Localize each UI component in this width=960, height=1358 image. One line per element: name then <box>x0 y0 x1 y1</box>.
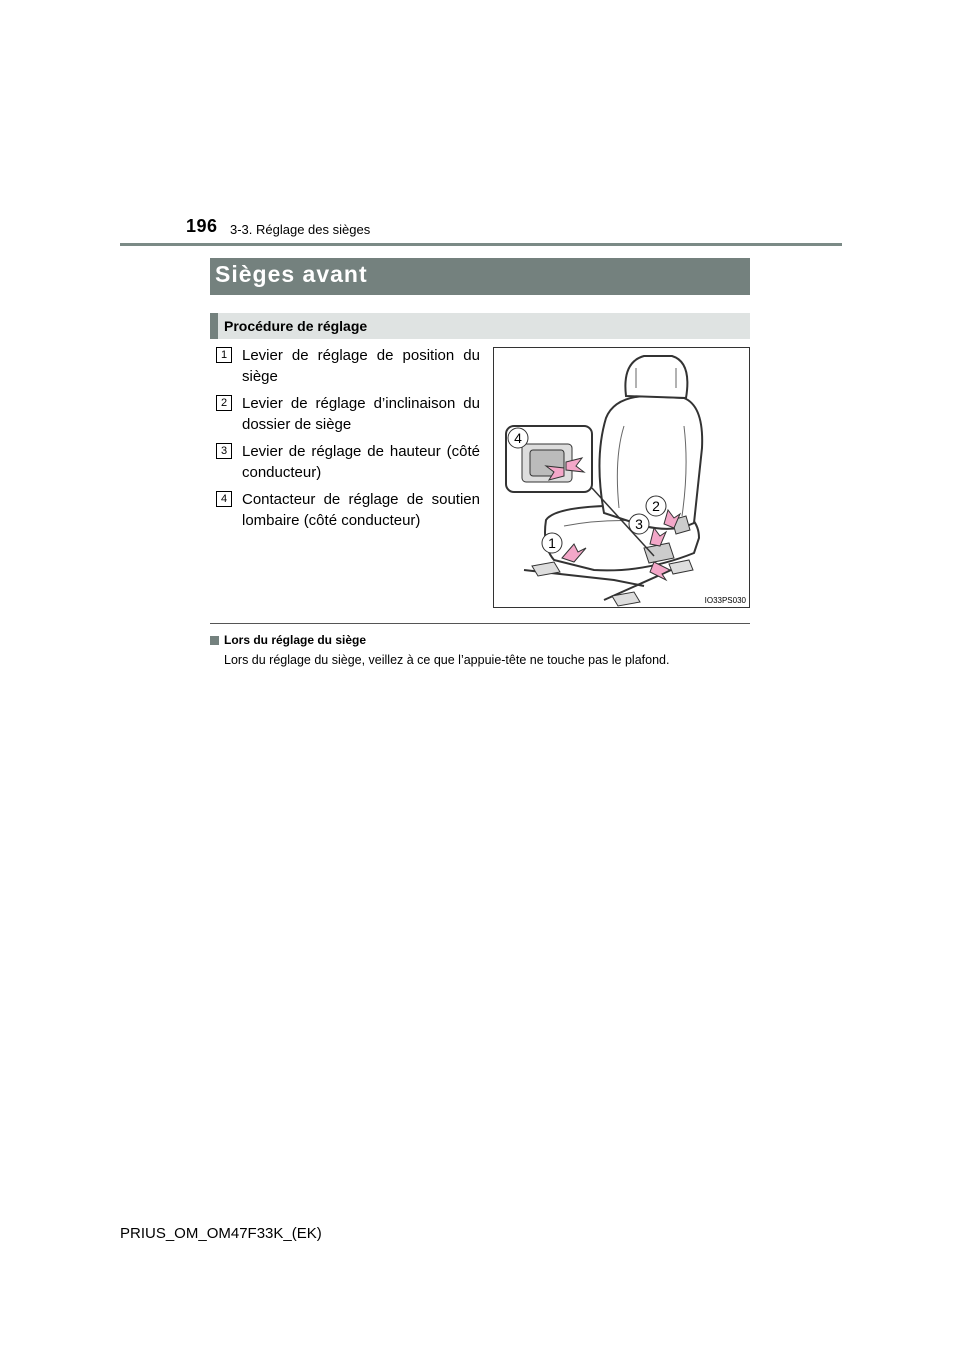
legend-item <box>216 393 480 435</box>
legend-item <box>216 489 480 531</box>
page-number: 196 <box>186 216 218 236</box>
subsection-title: Procédure de réglage <box>210 313 750 339</box>
seat-drawing <box>494 348 751 609</box>
legend-item-text: Levier de réglage de position du siège <box>242 347 480 385</box>
note-heading <box>210 633 366 647</box>
legend-item-text: Contacteur de réglage de soutien lombaire (côté conducteur) <box>242 491 480 529</box>
legend-number-badge: 4 <box>216 491 232 507</box>
legend-number-badge: 2 <box>216 395 232 411</box>
legend-item-text: Levier de réglage de hauteur (côté conducteur) <box>242 443 480 481</box>
headrest <box>625 356 687 398</box>
section-title: Sièges avant <box>210 258 750 295</box>
callout-3-label: 3 <box>635 516 643 532</box>
note-text: Lors du réglage du siège, veillez à ce que l’appuie-tête ne touche pas le plafond. <box>224 653 670 667</box>
rail-foot <box>669 560 693 574</box>
note-heading-text: Lors du réglage du siège <box>224 633 367 647</box>
legend-number-badge: 3 <box>216 443 232 459</box>
seat-illustration <box>493 347 750 608</box>
legend-item <box>216 345 480 387</box>
callout-1-label: 1 <box>548 535 556 551</box>
footer-document-id: PRIUS_OM_OM47F33K_(EK) <box>120 1225 322 1242</box>
breadcrumb: 3-3. Réglage des sièges <box>230 222 371 237</box>
figure-code: IO33PS030 <box>704 596 746 605</box>
square-bullet-icon <box>210 636 219 645</box>
legend-item <box>216 441 480 483</box>
header-divider <box>120 243 842 246</box>
legend-number-badge: 1 <box>216 347 232 363</box>
figure-legend <box>216 345 480 537</box>
legend-item-text: Levier de réglage d’inclinaison du dossier de siège <box>242 395 480 433</box>
callout-4-label: 4 <box>514 430 522 446</box>
callout-2-label: 2 <box>652 498 660 514</box>
note-divider <box>210 623 750 624</box>
